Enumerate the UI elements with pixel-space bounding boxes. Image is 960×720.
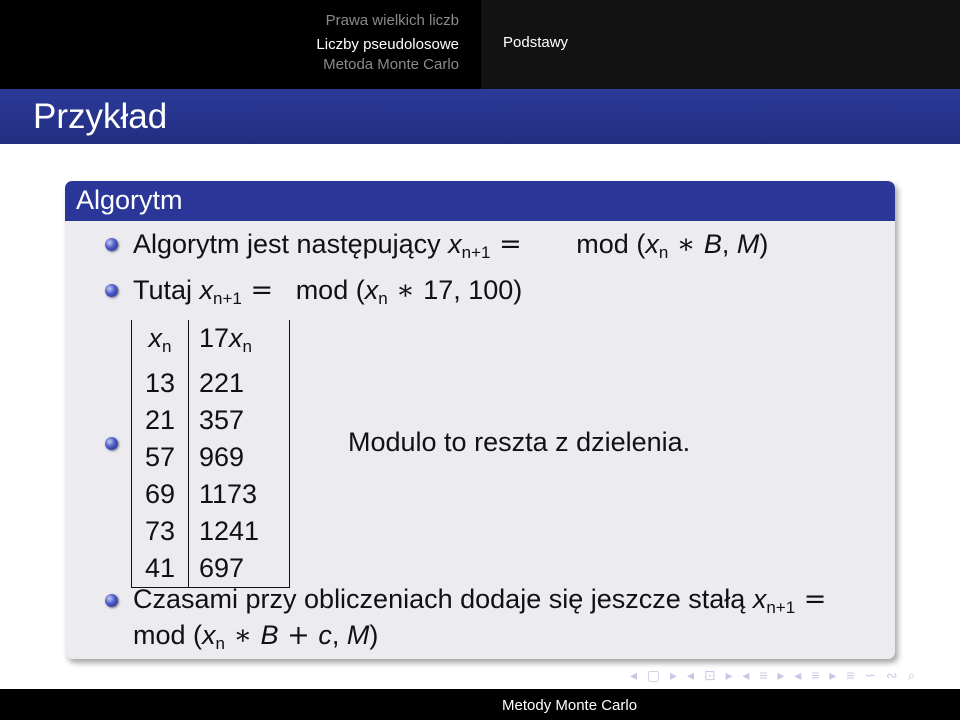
math-var-x: x (752, 584, 767, 614)
table-cell: 1241 (189, 513, 290, 550)
math-close-paren: ) (369, 620, 379, 650)
math-subscript: n+1 (213, 289, 242, 308)
bullet-icon (105, 238, 118, 251)
nav-section-law-of-large-numbers[interactable]: Prawa wielkich liczb (325, 12, 459, 29)
math-open-paren: ( (348, 275, 365, 305)
math-mod: mod (133, 620, 186, 650)
math-var-x: x (199, 275, 214, 305)
subsection-panel (481, 0, 960, 89)
top-navigation-bar (0, 0, 960, 89)
table-row (132, 402, 290, 439)
math-subscript: n+1 (461, 243, 491, 262)
table-cell: 221 (189, 365, 290, 402)
section-list (0, 0, 481, 89)
math-subscript: n (658, 243, 669, 262)
block-header (65, 181, 895, 221)
math-var-M: M (346, 620, 370, 650)
math-mod: mod (576, 229, 629, 259)
table-header-cell: $x_n$ (132, 320, 189, 365)
footer-bar (0, 689, 960, 720)
math-star: ∗ (225, 620, 261, 651)
table-row (132, 550, 290, 588)
table-cell: 969 (189, 439, 290, 476)
math-var-x: x (364, 275, 379, 305)
bullet-item-algorithm (133, 229, 768, 263)
bullet-icon (105, 594, 118, 607)
nav-section-pseudorandom-numbers[interactable]: Liczby pseudolosowe (316, 36, 459, 53)
math-close-paren: ) (759, 229, 769, 259)
math-args: 17, 100) (423, 275, 523, 305)
item-text: Algorytm jest następujący (133, 229, 441, 259)
math-var-x: x (202, 620, 216, 650)
footer-title: Metody Monte Carlo (502, 697, 638, 714)
table-row (132, 439, 290, 476)
table-cell: 697 (189, 550, 290, 588)
math-var-M: M (736, 229, 760, 259)
math-var-x: x (645, 229, 659, 259)
bullet-item-constant-line2 (133, 620, 378, 654)
table-row (132, 365, 290, 402)
nav-section-monte-carlo-method[interactable]: Metoda Monte Carlo (323, 56, 459, 73)
frame-title: Przykład (33, 97, 168, 136)
math-open-paren: ( (185, 620, 203, 650)
math-mod: mod (295, 275, 349, 305)
item-text: Czasami przy obliczeniach dodaje się jeszcze stałą (133, 584, 746, 614)
table-row (132, 513, 290, 550)
nav-subsection-basics[interactable]: Podstawy (503, 34, 569, 51)
math-comma: , (721, 229, 737, 259)
math-subscript: n (378, 289, 388, 308)
math-open-paren: ( (628, 229, 646, 259)
math-var-x: x (448, 229, 462, 259)
table-cell: 41 (132, 550, 189, 588)
table-header-cell: $17x_n$ (189, 320, 290, 365)
math-subscript: n+1 (766, 598, 796, 617)
math-star: ∗ (387, 275, 424, 306)
table-cell: 73 (132, 513, 189, 550)
table-row (132, 476, 290, 513)
frame-title-bar (0, 89, 960, 144)
math-equals: = (490, 229, 531, 260)
table-header-row (132, 320, 290, 365)
item-text: Tutaj (133, 275, 193, 305)
table-cell: 1173 (189, 476, 290, 513)
math-comma: , (331, 620, 347, 650)
beamer-navigation-icons[interactable]: ◂ ▢ ▸ ◂ ⊡ ▸ ◂ ≡ ▸ ◂ ≡ ▸ ≡ ∽ ∾ ⌕ (630, 667, 919, 683)
table-cell: 69 (132, 476, 189, 513)
bullet-item-constant (133, 584, 826, 618)
math-subscript: n (215, 634, 225, 653)
bullet-icon (105, 284, 118, 297)
table-cell: 57 (132, 439, 189, 476)
sequence-table (131, 320, 290, 588)
block-title: Algorytm (76, 185, 183, 215)
math-plus: + (278, 620, 319, 651)
math-var-B: B (260, 620, 279, 650)
bullet-icon (105, 437, 118, 450)
table-cell: 21 (132, 402, 189, 439)
table-cell: 13 (132, 365, 189, 402)
math-var-c: c (318, 620, 332, 650)
math-var-B: B (703, 229, 722, 259)
math-star: ∗ (668, 229, 704, 260)
bullet-item-here (133, 275, 522, 309)
math-equals: = (241, 275, 282, 306)
modulo-note: Modulo to reszta z dzielenia. (348, 427, 691, 457)
table-cell: 357 (189, 402, 290, 439)
math-equals: = (795, 584, 827, 615)
